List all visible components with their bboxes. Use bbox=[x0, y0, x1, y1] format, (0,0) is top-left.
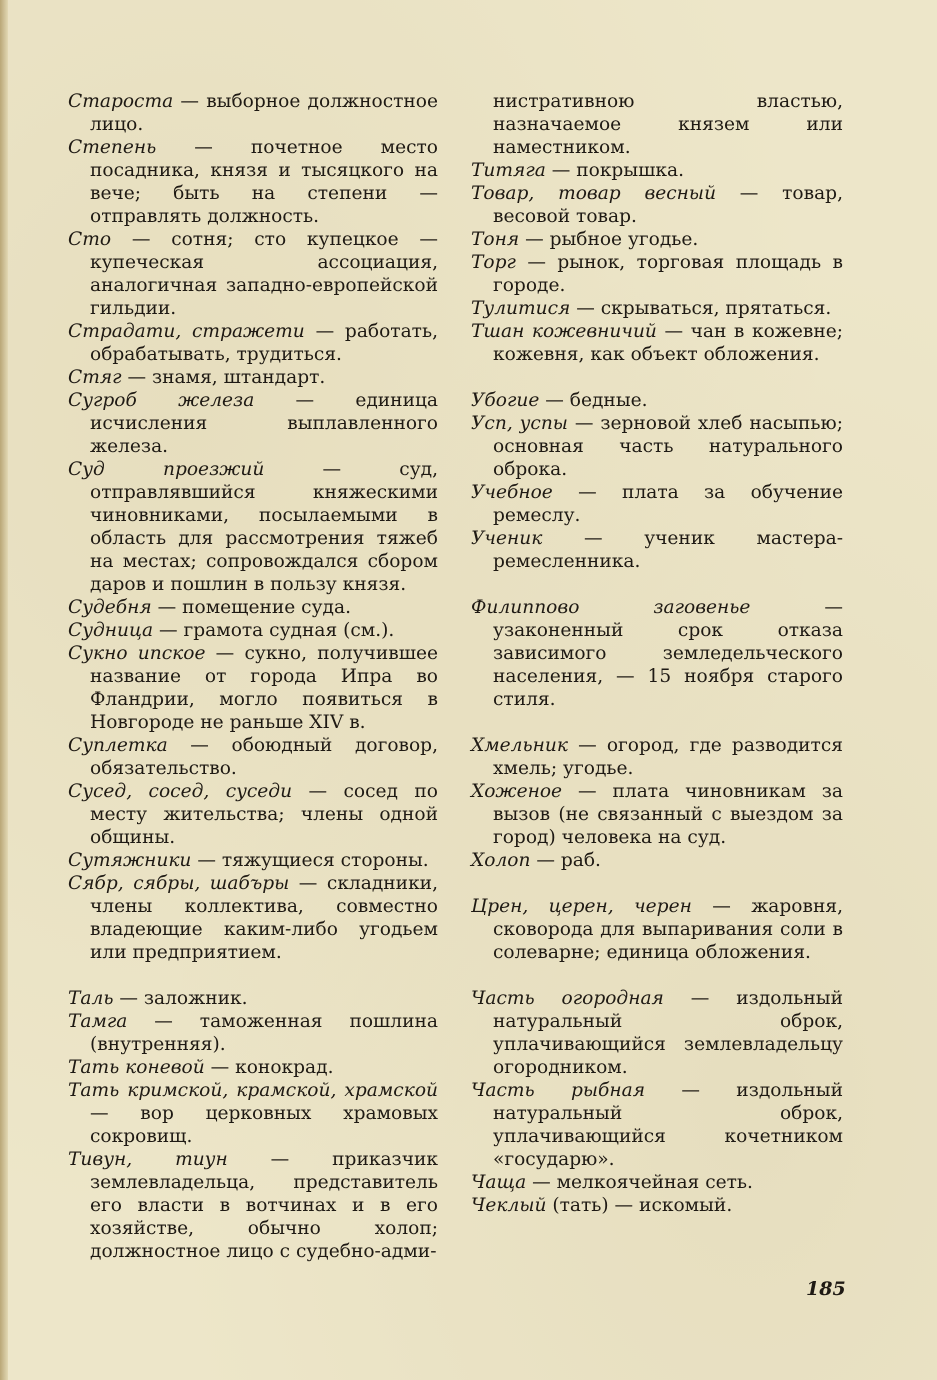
entry-term: Сукно ипское bbox=[68, 643, 206, 664]
entry-definition: — зерновой хлеб насыпью; основная часть натурального оброка. bbox=[493, 413, 843, 480]
entry-term: Судница bbox=[68, 620, 154, 641]
entry-definition: — раб. bbox=[530, 850, 601, 871]
entry-definition: — сосед по месту жительства; члены одной общины. bbox=[90, 781, 439, 848]
entry-term: Часть рыбная bbox=[471, 1080, 646, 1101]
glossary-entry bbox=[68, 1010, 438, 1056]
entry-term: Сусед, сосед, суседи bbox=[68, 781, 293, 802]
entry-term: Ученик bbox=[471, 528, 543, 549]
entry-term: Тшан кожевничий bbox=[471, 321, 657, 342]
entry-term: Убогие bbox=[471, 390, 540, 411]
entry-definition: — бедные. bbox=[539, 390, 648, 411]
entry-term: Тоня bbox=[471, 229, 520, 250]
entry-definition: — сотня; сто купецкое — купеческая ассоциация, аналогичная западно-европейской гильдии. bbox=[90, 229, 438, 319]
entry-term: Таль bbox=[68, 988, 114, 1009]
entry-term: Сябр, сябры, шабъры bbox=[68, 873, 290, 894]
entry-term: Сто bbox=[68, 229, 112, 250]
glossary-entry bbox=[68, 1056, 438, 1079]
glossary-entry bbox=[471, 90, 843, 159]
entry-term: Сутяжники bbox=[68, 850, 192, 871]
entry-term: Учебное bbox=[471, 482, 553, 503]
entry-definition: — тяжущиеся стороны. bbox=[191, 850, 429, 871]
entry-definition: — плата за обучение ремеслу. bbox=[493, 482, 843, 526]
section-gap bbox=[471, 366, 843, 389]
glossary-entry bbox=[68, 320, 438, 366]
glossary-entry bbox=[68, 389, 438, 458]
entry-definition: — помещение суда. bbox=[151, 597, 351, 618]
entry-definition: — обоюдный договор, обязательство. bbox=[90, 735, 438, 779]
glossary-entry bbox=[471, 849, 843, 872]
entry-term: Страдати, стражети bbox=[68, 321, 305, 342]
right-column bbox=[471, 90, 843, 1217]
glossary-entry bbox=[471, 320, 843, 366]
glossary-entry bbox=[68, 734, 438, 780]
entry-definition: — знамя, штандарт. bbox=[121, 367, 326, 388]
entry-definition: — единица исчисления выплавленного железа. bbox=[90, 390, 438, 457]
entry-definition: — вор церковных храмовых сокровищ. bbox=[90, 1103, 438, 1147]
entry-definition: — конокрад. bbox=[204, 1057, 334, 1078]
section-gap bbox=[471, 573, 843, 596]
glossary-entry bbox=[471, 780, 843, 849]
entry-definition: — ученик мастера-ремесленника. bbox=[493, 528, 843, 572]
page-binding-edge bbox=[0, 0, 8, 1380]
glossary-entry bbox=[471, 987, 843, 1079]
glossary-entry bbox=[471, 895, 843, 964]
entry-term: Чаща bbox=[471, 1172, 527, 1193]
left-column bbox=[68, 90, 438, 1263]
entry-definition: — выборное должностное лицо. bbox=[90, 91, 438, 135]
glossary-entry bbox=[68, 90, 438, 136]
entry-definition: — покрышка. bbox=[545, 160, 685, 181]
entry-term: Тать коневой bbox=[68, 1057, 205, 1078]
entry-term: Тать кримской, крамской, храмской bbox=[68, 1080, 438, 1101]
entry-definition: — складники, члены коллектива, совместно владеющие каким-либо угодьем или предприятием. bbox=[90, 873, 438, 963]
entry-term: Филиппово заговенье bbox=[471, 597, 751, 618]
entry-definition: — чан в кожевне; кожевня, как объект обложения. bbox=[493, 321, 843, 365]
entry-term: Црен, церен, черен bbox=[471, 896, 692, 917]
entry-definition: — жаровня, сковорода для выпаривания соли в солеварне; единица обложения. bbox=[493, 896, 843, 963]
glossary-entry bbox=[68, 1079, 438, 1148]
entry-definition: — таможенная пошлина (внутренняя). bbox=[90, 1011, 438, 1055]
glossary-entry bbox=[471, 734, 843, 780]
glossary-entry bbox=[471, 159, 843, 182]
entry-definition: — узаконенный срок отказа зависимого земледельческого населения, — 15 ноября старого стиля. bbox=[493, 597, 843, 710]
glossary-entry bbox=[471, 251, 843, 297]
entry-definition: — почетное место посадника, князя и тысяцкого на вече; быть на степени — отправлять должность. bbox=[90, 137, 438, 227]
glossary-entry bbox=[68, 228, 438, 320]
entry-definition: — рыбное угодье. bbox=[519, 229, 699, 250]
entry-definition: — товар, весовой товар. bbox=[493, 183, 843, 227]
glossary-entry bbox=[68, 458, 438, 596]
entry-term: Суплетка bbox=[68, 735, 168, 756]
entry-term: Чеклый bbox=[471, 1195, 547, 1216]
entry-definition: — грамота судная (см.). bbox=[153, 620, 395, 641]
entry-term: Хмельник bbox=[471, 735, 568, 756]
entry-definition: (тать) — искомый. bbox=[546, 1195, 733, 1216]
entry-term: Тулитися bbox=[471, 298, 571, 319]
glossary-entry bbox=[471, 297, 843, 320]
glossary-entry bbox=[471, 527, 843, 573]
glossary-entry bbox=[471, 596, 843, 711]
glossary-entry bbox=[471, 182, 843, 228]
entry-definition: — скрываться, прятаться. bbox=[570, 298, 832, 319]
glossary-entry bbox=[68, 780, 438, 849]
entry-term: Усп, успы bbox=[471, 413, 568, 434]
entry-definition: — рынок, торговая площадь в городе. bbox=[493, 252, 843, 296]
section-gap bbox=[471, 872, 843, 895]
entry-term: Хоженое bbox=[471, 781, 563, 802]
entry-term: Стяг bbox=[68, 367, 122, 388]
entry-definition: — огород, где разводится хмель; угодье. bbox=[493, 735, 843, 779]
entry-definition: — суд, отправлявшийся княжескими чиновниками, посылаемыми в область для рассмотрения тяжеб на местах; сопровождался сбором даров и пошлин в пользу князя. bbox=[90, 459, 438, 595]
glossary-entry bbox=[471, 1079, 843, 1171]
glossary-entry bbox=[68, 366, 438, 389]
glossary-entry bbox=[471, 1171, 843, 1194]
entry-term: Тивун, тиун bbox=[68, 1149, 228, 1170]
entry-definition: — плата чиновникам за вызов (не связанный с выездом за город) человека на суд. bbox=[493, 781, 843, 848]
entry-definition: нистративною властью, назначаемое князем или наместником. bbox=[493, 91, 843, 158]
entry-term: Суд проезжий bbox=[68, 459, 265, 480]
glossary-entry bbox=[68, 872, 438, 964]
entry-term: Судебня bbox=[68, 597, 152, 618]
entry-term: Титяга bbox=[471, 160, 546, 181]
entry-term: Часть огородная bbox=[471, 988, 664, 1009]
glossary-entry bbox=[471, 228, 843, 251]
glossary-entry bbox=[471, 412, 843, 481]
entry-term: Холоп bbox=[471, 850, 531, 871]
entry-term: Степень bbox=[68, 137, 157, 158]
glossary-entry bbox=[68, 1148, 438, 1263]
entry-term: Торг bbox=[471, 252, 516, 273]
entry-term: Тамга bbox=[68, 1011, 128, 1032]
glossary-entry bbox=[68, 596, 438, 619]
glossary-entry bbox=[471, 1194, 843, 1217]
entry-definition: — издольный натуральный оброк, уплачивающийся землевладельцу огородником. bbox=[493, 988, 843, 1078]
glossary-entry bbox=[68, 619, 438, 642]
entry-definition: — приказчик землевладельца, представитель его власти в вотчинах и в его хозяйстве, обычно холоп; должностное лицо с судебно-адми- bbox=[90, 1149, 438, 1262]
entry-definition: — заложник. bbox=[113, 988, 248, 1009]
entry-term: Сугроб железа bbox=[68, 390, 255, 411]
entry-term: Товар, товар весный bbox=[471, 183, 717, 204]
glossary-entry bbox=[68, 642, 438, 734]
glossary-entry bbox=[68, 849, 438, 872]
glossary-entry bbox=[68, 136, 438, 228]
glossary-entry bbox=[68, 987, 438, 1010]
entry-term: Староста bbox=[68, 91, 174, 112]
section-gap bbox=[471, 711, 843, 734]
glossary-entry bbox=[471, 481, 843, 527]
entry-definition: — сукно, получившее название от города Ипра во Фландрии, могло появиться в Новгороде не раньше XIV в. bbox=[90, 643, 438, 733]
entry-definition: — мелкоячейная сеть. bbox=[526, 1172, 753, 1193]
page-number: 185 bbox=[806, 1278, 846, 1300]
entry-definition: — издольный натуральный оброк, уплачивающийся кочетником «государю». bbox=[493, 1080, 843, 1170]
glossary-entry bbox=[471, 389, 843, 412]
section-gap bbox=[68, 964, 438, 987]
entry-definition: — работать, обрабатывать, трудиться. bbox=[90, 321, 438, 365]
section-gap bbox=[471, 964, 843, 987]
